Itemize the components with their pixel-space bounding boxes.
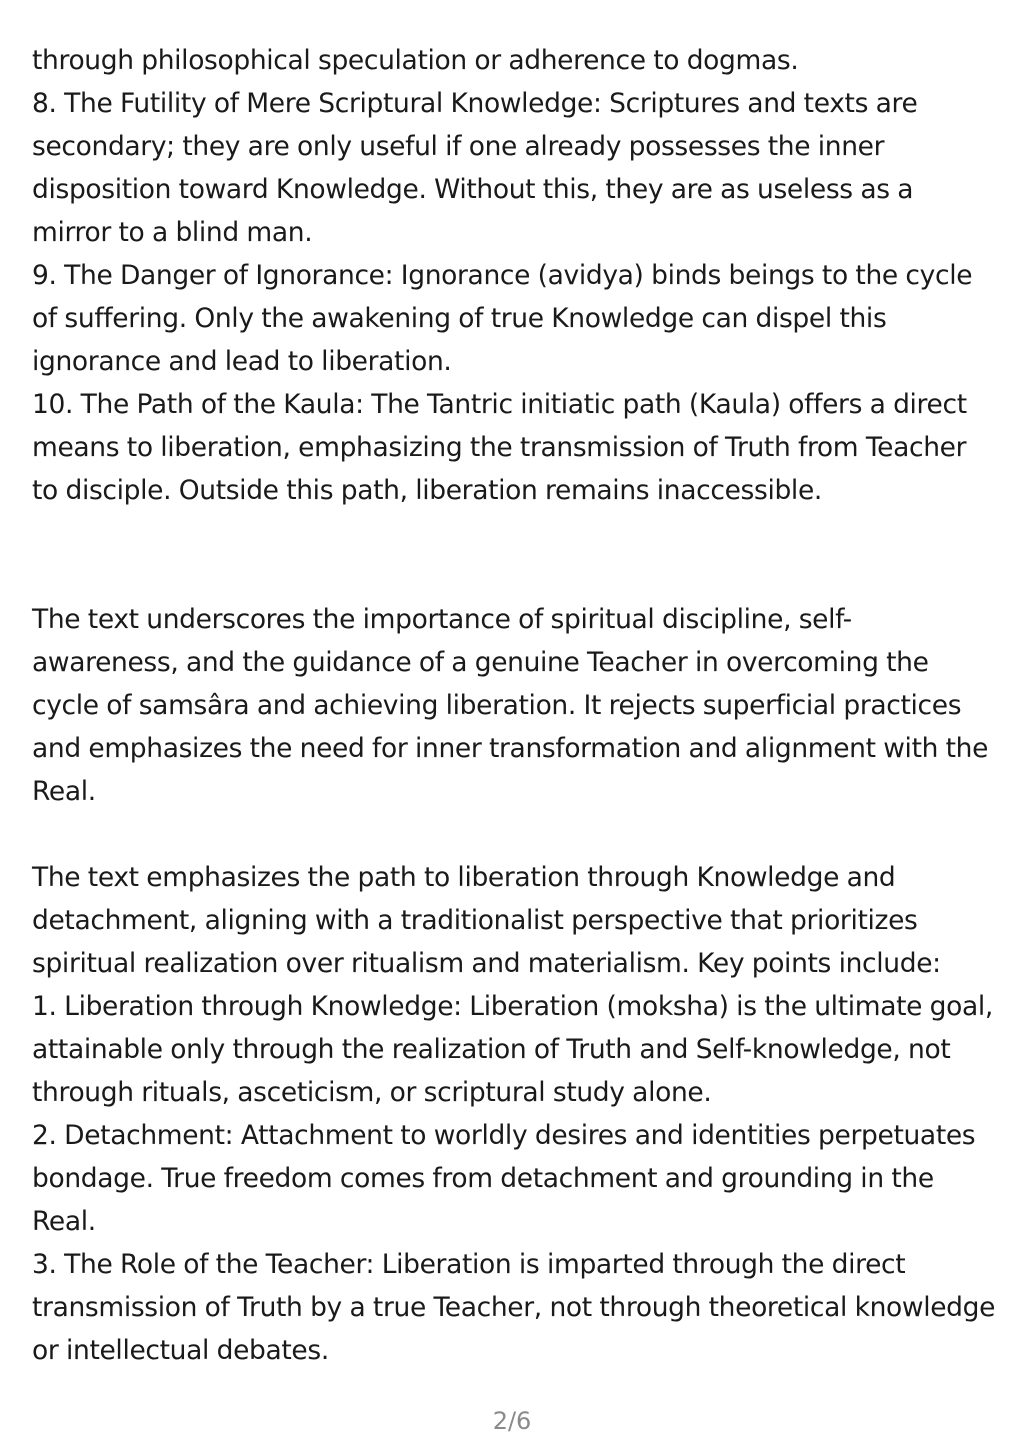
list-a-continuation: through philosophical speculation or adherence to dogmas. [32,45,799,76]
list-item: 1. Liberation through Knowledge: Liberation (moksha) is the ultimate goal, attainable only through the realization of Truth and Self-knowledge, not through rituals, asceticism, or scriptural study alone. [32,991,993,1108]
summary-paragraph: The text underscores the importance of spiritual discipline, self-awareness, and the guidance of a genuine Teacher in overcoming the cycle of samsâra and achieving liberation. It rejects superficial practices and emphasizes the need for inner transformation and alignment with the Real. [32,604,989,807]
paragraph-spacer [32,512,998,598]
list-item: 3. The Role of the Teacher: Liberation is imparted through the direct transmission of Truth by a true Teacher, not through theoretical knowledge or intellectual debates. [32,1249,996,1366]
list-b-intro: The text emphasizes the path to liberation through Knowledge and detachment, aligning with a traditionalist perspective that prioritizes spiritual realization over ritualism and materialism. Key points include: [32,862,941,979]
document-page [32,39,998,1372]
page-indicator: 2/6 [492,1407,532,1435]
list-item: 2. Detachment: Attachment to worldly desires and identities perpetuates bondage. True freedom comes from detachment and grounding in the Real. [32,1120,976,1237]
list-item: 10. The Path of the Kaula: The Tantric initiatic path (Kaula) offers a direct means to liberation, emphasizing the transmission of Truth from Teacher to disciple. Outside this path, liberation remains inaccessible. [32,389,967,506]
list-item: 8. The Futility of Mere Scriptural Knowledge: Scriptures and texts are secondary; they are only useful if one already possesses the inner disposition toward Knowledge. Without this, they are as useless as a mirror to a blind man. [32,88,918,248]
list-item: 9. The Danger of Ignorance: Ignorance (avidya) binds beings to the cycle of suffering. Only the awakening of true Knowledge can dispel this ignorance and lead to liberation. [32,260,973,377]
paragraph-spacer [32,813,998,856]
